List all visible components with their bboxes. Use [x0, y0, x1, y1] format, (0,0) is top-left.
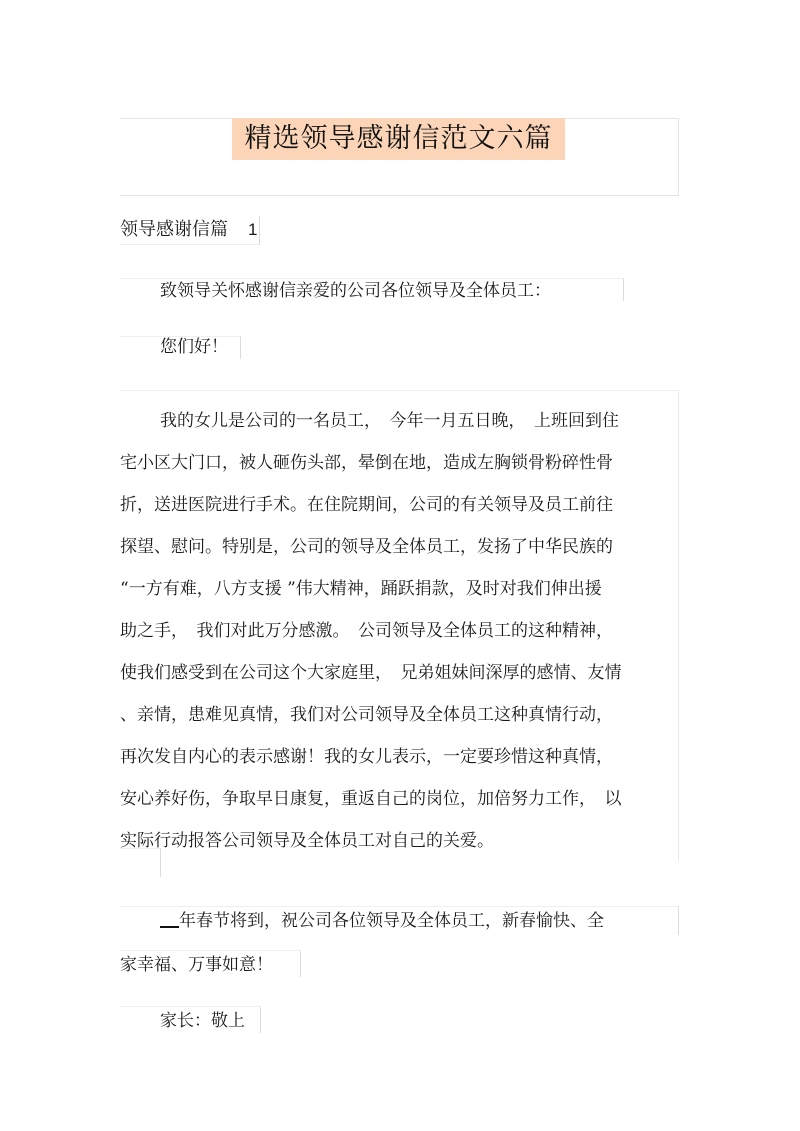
- body-line: 安心养好伤，争取早日康复，重返自己的岗位，加倍努力工作， 以: [120, 789, 622, 809]
- blank-underline: [160, 908, 179, 928]
- body-line: 助之手， 我们对此万分感激。 公司领导及全体员工的这种精神，: [120, 621, 613, 641]
- body-line: 实际行动报答公司领导及全体员工对自己的关爱。: [120, 831, 494, 851]
- section-heading: [120, 216, 260, 245]
- signature: 家长：敬上: [160, 1011, 245, 1031]
- salutation: 您们好！: [160, 337, 228, 357]
- section-heading-number: 1: [248, 220, 258, 239]
- body-line: 、亲情，患难见真情，我们对公司领导及全体员工这种真情行动，: [120, 705, 613, 725]
- body-line: “一方有难，八方支援 ”伟大精神，踊跃捐款，及时对我们伸出援: [120, 579, 602, 599]
- body-line: 再次发自内心的表示感谢！我的女儿表示，一定要珍惜这种真情，: [120, 747, 613, 767]
- body-line: 探望、慰问。特别是，公司的领导及全体员工，发扬了中华民族的: [120, 537, 613, 557]
- section-heading-text: 领导感谢信篇: [120, 219, 228, 240]
- body-line: 折，送进医院进行手术。在住院期间，公司的有关领导及员工前往: [120, 495, 613, 515]
- greeting-line: 致领导关怀感谢信亲爱的公司各位领导及全体员工：: [160, 281, 551, 301]
- body-line: 使我们感受到在公司这个大家庭里， 兄弟姐妹间深厚的感情、友情: [120, 663, 622, 683]
- wish-line: 家幸福、万事如意！: [120, 955, 273, 975]
- document-title: 精选领导感谢信范文六篇: [232, 118, 565, 160]
- wish-line: [120, 908, 604, 934]
- body-line: 宅小区大门口，被人砸伤头部，晕倒在地，造成左胸锁骨粉碎性骨: [120, 453, 613, 473]
- wish-line-text: 年春节将到，祝公司各位领导及全体员工，新春愉快、全: [179, 911, 604, 931]
- body-line: 我的女儿是公司的一名员工， 今年一月五日晚， 上班回到住: [160, 411, 619, 431]
